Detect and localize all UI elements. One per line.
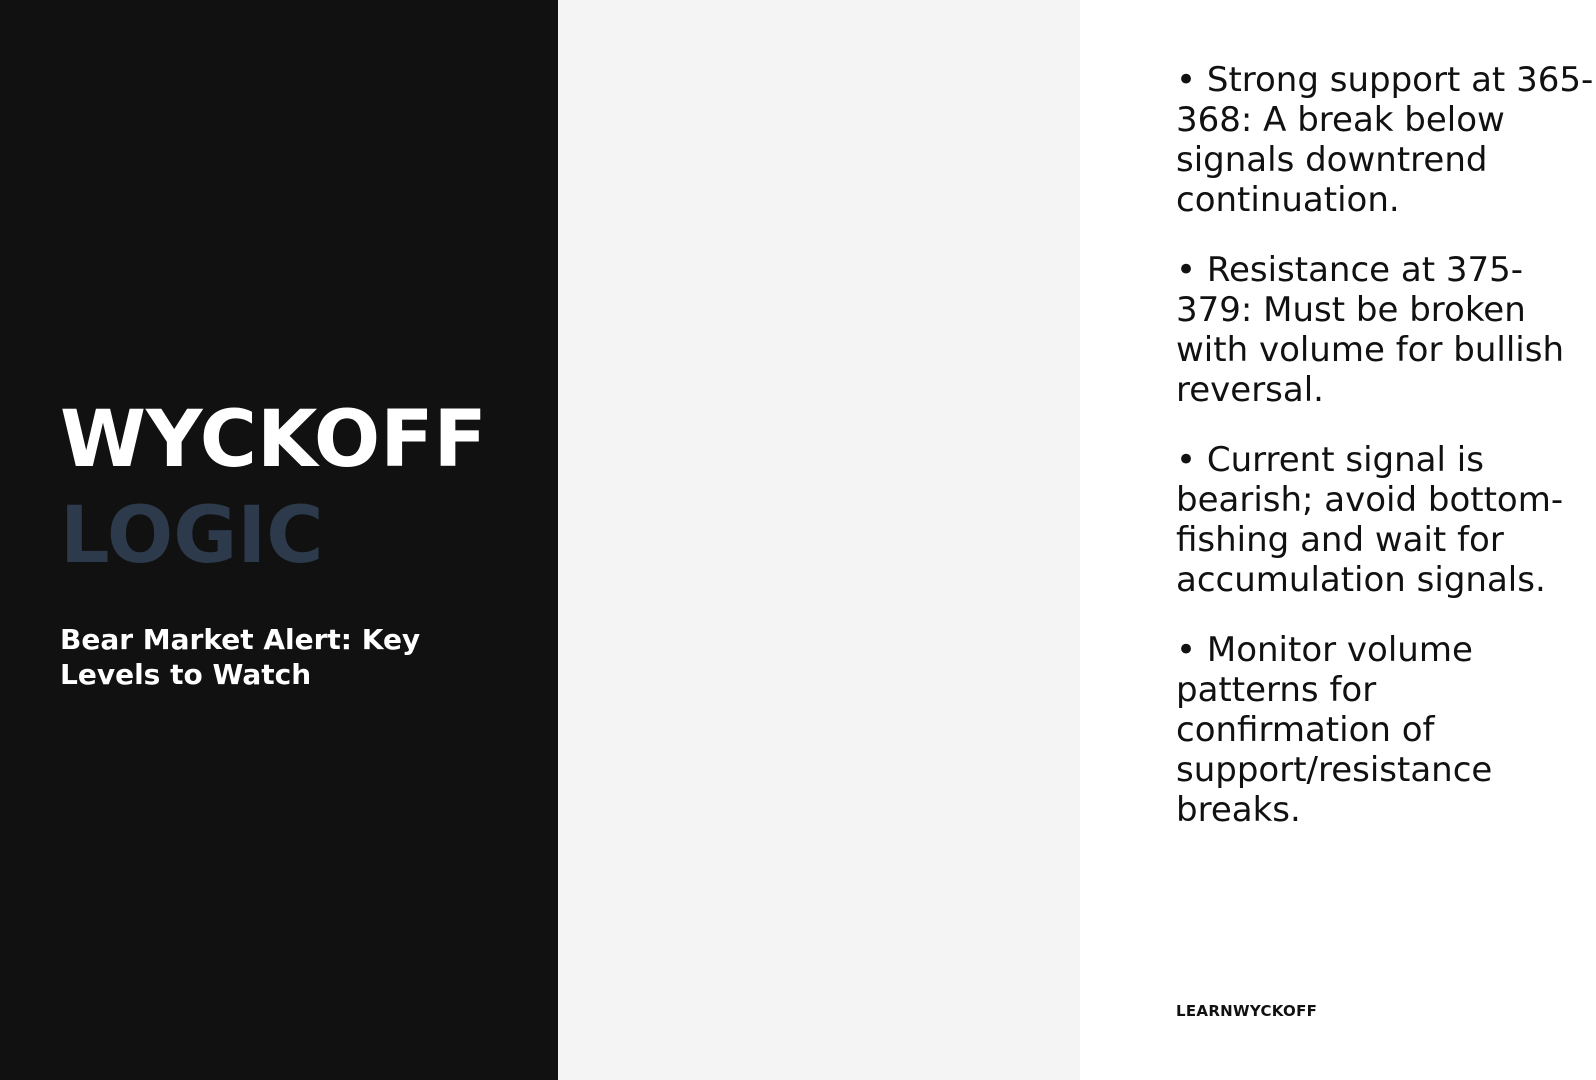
right-panel	[558, 0, 1594, 1080]
brand-title-line-1: WYCKOFF	[60, 395, 487, 485]
key-point: • Strong support at 365-368: A break below signals downtrend continuation.	[1176, 60, 1594, 220]
key-point: • Monitor volume patterns for confirmation of support/resistance breaks.	[1176, 630, 1493, 830]
brand-title-line-2: LOGIC	[60, 491, 324, 581]
brand-title	[60, 392, 487, 584]
key-points-list	[1176, 60, 1596, 860]
subtitle: Bear Market Alert: Key Levels to Watch	[60, 623, 421, 691]
key-point: • Resistance at 375-379: Must be broken with volume for bullish reversal.	[1176, 250, 1564, 410]
key-point: • Current signal is bearish; avoid bottom-fishing and wait for accumulation signals.	[1176, 440, 1564, 600]
footer-brand-label: LEARNWYCKOFF	[1176, 1002, 1318, 1020]
left-panel	[0, 0, 558, 1080]
